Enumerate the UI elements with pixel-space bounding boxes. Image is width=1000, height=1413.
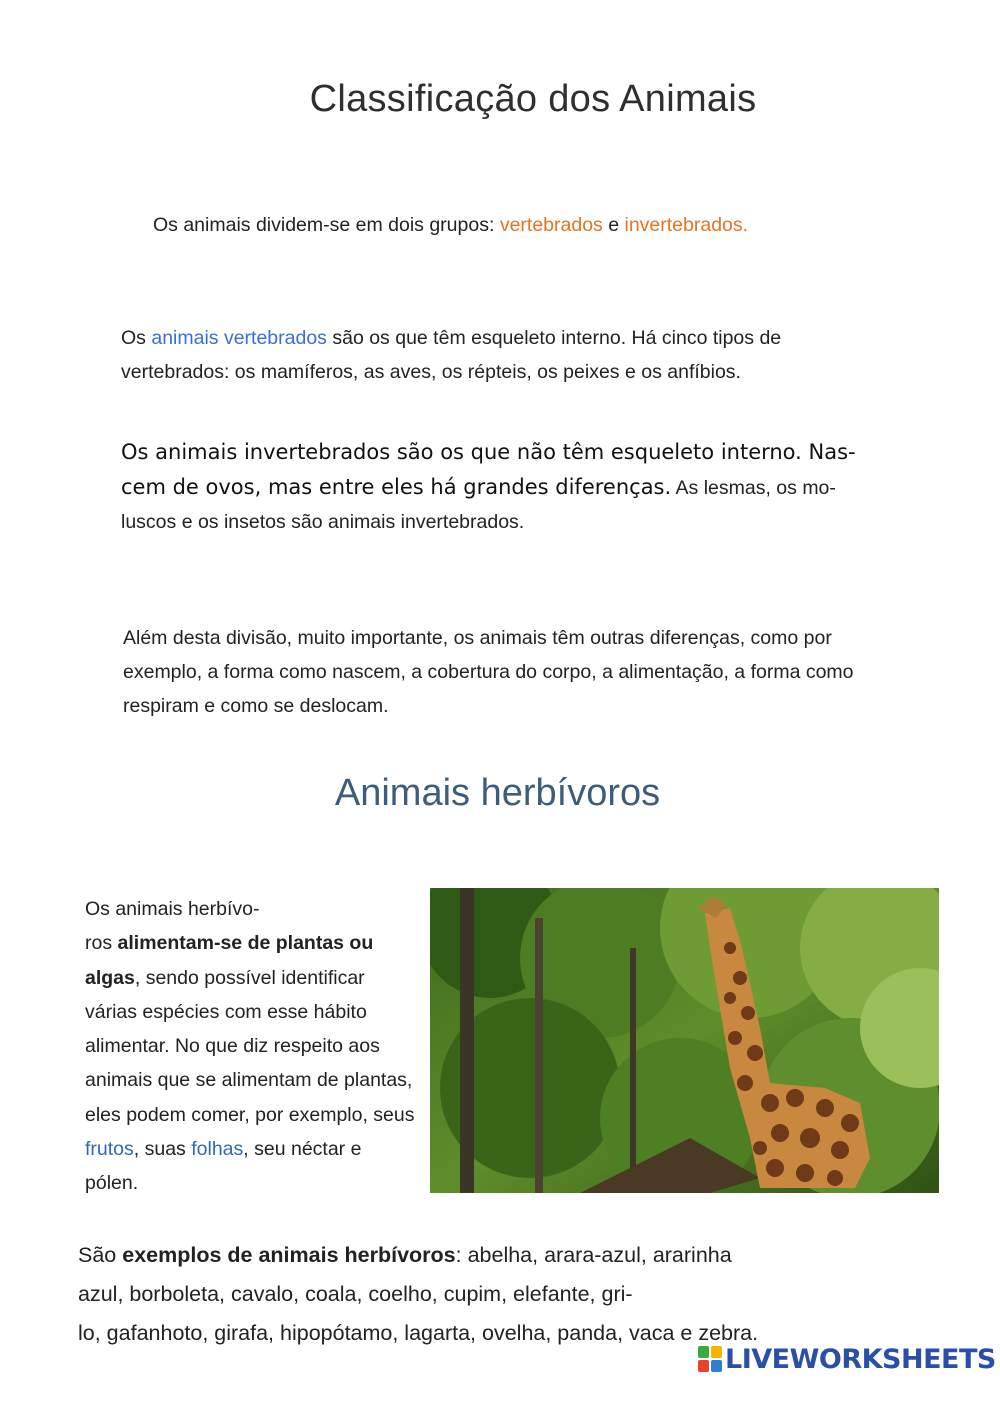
examples-start: São (78, 1243, 123, 1267)
examples-rest: : abelha, arara-azul, ararinha (455, 1243, 732, 1267)
paragraph-invertebrados (121, 435, 881, 539)
term-animais-invertebrados: animais invertebrados (155, 440, 391, 464)
para-rest: são os que têm esqueleto interno. Há cinco tipos de vertebrados: os mamíferos, as aves, os répteis, os peixes e os anfíbios. (121, 327, 782, 383)
herb-end: , seu néctar e pólen. (85, 1138, 362, 1195)
herb-start: ros (85, 932, 118, 955)
link-frutos[interactable]: frutos (85, 1138, 134, 1161)
para-start: Os (121, 327, 152, 349)
link-folhas[interactable]: folhas (191, 1138, 244, 1161)
paragraph-diferencas: Além desta divisão, muito importante, os animais têm outras diferenças, como por exemplo, a forma como nascem, a cobertura do corpo, a alimentação, a forma como respiram e como se deslocam. (123, 627, 854, 717)
paragraph-herbivoros (85, 892, 415, 1201)
term-vertebrados: vertebrados (499, 214, 603, 236)
herb-middle: , sendo possível identificar várias espécies com esse hábito alimentar. No que diz respeito aos animais que se alimentam de plantas, eles podem comer, por exemplo, seus (85, 966, 415, 1126)
examples-line1 (78, 1236, 838, 1275)
para-start: Os (121, 440, 156, 464)
examples-line3: lo, gafanhoto, girafa, hipopótamo, lagarta, ovelha, panda, vaca e zebra. (78, 1321, 759, 1345)
giraffe-forest-image (430, 888, 939, 1193)
intro-paragraph (153, 214, 748, 237)
intro-and: e (602, 214, 625, 236)
examples-line2: azul, borboleta, cavalo, coala, coelho, cupim, elefante, gri- (78, 1282, 633, 1306)
paragraph-vertebrados (121, 321, 881, 389)
heading-herbivoros: Animais herbívoros (334, 772, 661, 814)
herb-bold: alimentam-se de plantas ou algas (85, 932, 374, 989)
liveworksheets-logo[interactable] (697, 1342, 996, 1376)
paragraph-exemplos (78, 1236, 838, 1353)
para-rest: As lesmas, os mo- luscos e os insetos são animais invertebrados. (121, 477, 836, 533)
giraffe-photo (430, 888, 939, 1193)
term-invertebrados: invertebrados. (624, 214, 749, 236)
herb-sep: , suas (133, 1138, 192, 1161)
page-title: Classificação dos Animais (309, 78, 757, 120)
examples-bold: exemplos de animais herbívoros (122, 1243, 456, 1267)
para-rest-highlight: são os que não têm esqueleto interno. Nas- cem de ovos, mas entre eles há grandes diferenças. (121, 440, 856, 499)
term-animais-vertebrados: animais vertebrados (151, 327, 327, 349)
liveworksheets-logo-icon (697, 1344, 723, 1374)
logo-text: LIVEWORKSHEETS (725, 1343, 996, 1375)
intro-text: Os animais dividem-se em dois grupos: (153, 214, 500, 236)
herb-line1: Os animais herbívo- (85, 898, 260, 920)
